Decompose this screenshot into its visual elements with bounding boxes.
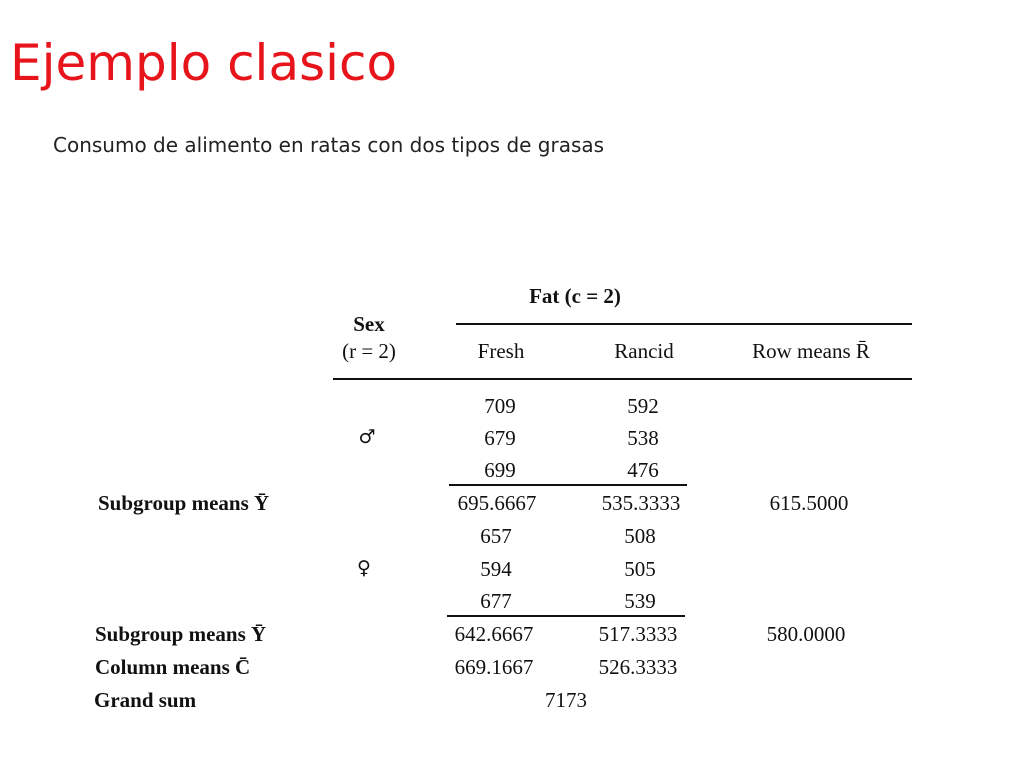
male-fresh-1: 709 — [484, 394, 516, 418]
female-rancid-1: 508 — [624, 524, 656, 548]
female-row-mean: 580.0000 — [766, 622, 846, 646]
male-subgroup-rancid: 535.3333 — [601, 491, 681, 515]
female-subgroup-label: Subgroup means Ȳ — [95, 622, 267, 646]
male-subgroup-rule — [449, 484, 687, 486]
sex-r-header: (r = 2) — [342, 339, 396, 363]
slide-title: Ejemplo clasico — [10, 34, 398, 92]
sex-header: Sex — [353, 312, 385, 336]
row-means-header: Row means R̄ — [752, 339, 870, 363]
male-fresh-3: 699 — [484, 458, 516, 482]
grand-sum-value: 7173 — [545, 688, 587, 712]
fresh-header: Fresh — [477, 339, 525, 363]
male-row-mean: 615.5000 — [769, 491, 849, 515]
male-rancid-3: 476 — [627, 458, 659, 482]
male-symbol-icon: ♂ — [358, 426, 376, 448]
female-symbol-icon: ♀ — [357, 557, 371, 579]
column-mean-fresh: 669.1667 — [454, 655, 534, 679]
male-rancid-1: 592 — [627, 394, 659, 418]
grand-sum-label: Grand sum — [94, 688, 197, 712]
female-rancid-2: 505 — [624, 557, 656, 581]
rancid-header: Rancid — [614, 339, 674, 363]
column-means-label: Column means C̄ — [95, 655, 251, 679]
female-subgroup-rancid: 517.3333 — [598, 622, 678, 646]
male-subgroup-label: Subgroup means Ȳ — [98, 491, 270, 515]
fat-group-header: Fat (c = 2) — [529, 284, 621, 308]
slide-subtitle: Consumo de alimento en ratas con dos tipos de grasas — [53, 133, 605, 157]
column-mean-rancid: 526.3333 — [598, 655, 678, 679]
male-fresh-2: 679 — [484, 426, 516, 450]
female-rancid-3: 539 — [624, 589, 656, 613]
female-fresh-2: 594 — [480, 557, 512, 581]
female-fresh-1: 657 — [480, 524, 512, 548]
male-rancid-2: 538 — [627, 426, 659, 450]
header-rule-main — [333, 378, 912, 380]
female-subgroup-fresh: 642.6667 — [454, 622, 534, 646]
male-subgroup-fresh: 695.6667 — [457, 491, 537, 515]
female-subgroup-rule — [447, 615, 685, 617]
female-fresh-3: 677 — [480, 589, 512, 613]
header-rule-fat — [456, 323, 912, 325]
